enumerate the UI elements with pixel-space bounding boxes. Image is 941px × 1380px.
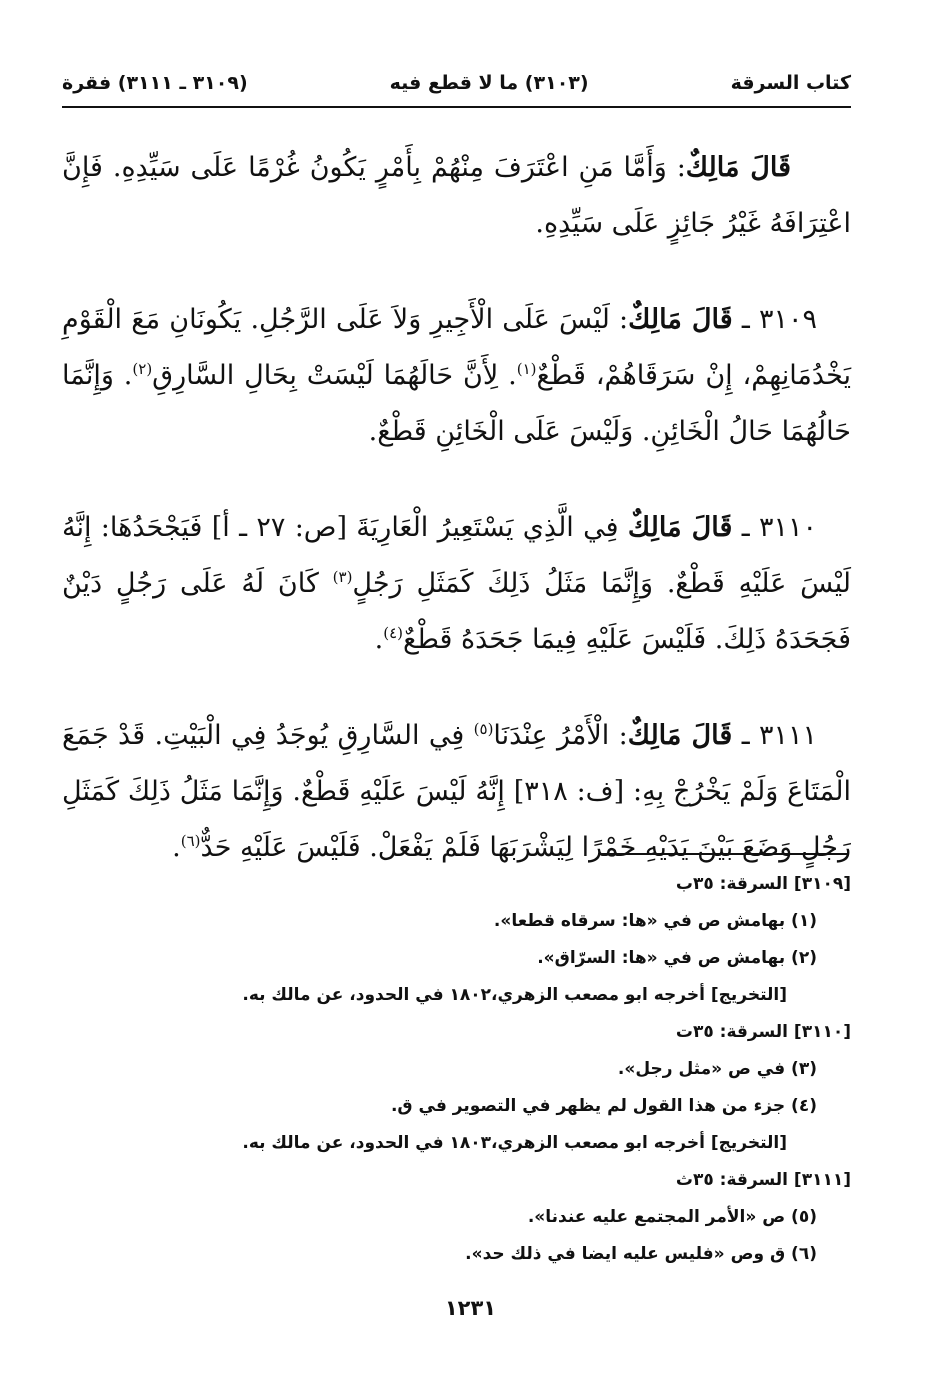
speaker: قَالَ مَالِكٌ	[628, 304, 733, 335]
footnote: (٢) بهامش ص في «ها: السرّاق».	[537, 948, 817, 968]
section-title: (٣١٠٣) ما لا قطع فيه	[389, 72, 589, 94]
takhrij-note: [التخريج] أخرجه ابو مصعب الزهري،١٨٠٢ في الحدود، عن مالك به.	[242, 985, 787, 1005]
takhrij-label: [التخريج]	[710, 985, 787, 1005]
page-number: ١٢٣١	[444, 1296, 497, 1320]
footnote-separator	[598, 853, 848, 855]
footnote-marker: (٤)	[383, 624, 403, 642]
footnote: (٦) ق وص «فليس عليه ايضا في ذلك حد».	[465, 1244, 817, 1264]
paragraph-text: : الْأَمْرُ عِنْدَنَا	[493, 720, 628, 751]
paragraph-text: فِي الَّذِي يَسْتَعِيرُ الْعَارِيَةَ [ص: ٢٧ ـ أ] فَيَجْحَدُهَا: إِنَّهُ لَيْسَ عَلَيْهِ قَطْعٌ. وَإِنَّمَا مَثَلُ ذَلِكَ كَمَثَلِ رَجُلٍ	[62, 512, 851, 599]
footnote-reference: [٣١٠٩] السرقة: ٣٥ب	[675, 874, 851, 894]
main-text	[62, 140, 851, 916]
paragraph-text: . لِأَنَّ حَالَهُمَا لَيْسَتْ بِحَالِ السَّارِقِ	[152, 360, 517, 391]
paragraph-text: فِي السَّارِقِ يُوجَدُ فِي الْبَيْتِ. قَدْ جَمَعَ الْمَتَاعَ وَلَمْ يَخْرُجْ بِهِ: [ف: ٣١٨] إِنَّهُ لَيْسَ عَلَيْهِ قَطْعٌ. وَإِنَّمَا مَثَلُ ذَلِكَ كَمَثَلِ رَجُلٍ وَضَعَ بَيْنَ يَدَيْهِ خَمْرًا لِيَشْرَبَهَا فَلَمْ يَفْعَلْ. فَلَيْسَ عَلَيْهِ حَدٌّ	[62, 720, 851, 863]
footnote-marker: (٦)	[180, 832, 201, 850]
speaker: قَالَ مَالِكٌ	[627, 720, 733, 751]
paragraph-3109	[62, 292, 851, 460]
footnote-reference: [٣١١١] السرقة: ٣٥ث	[675, 1170, 851, 1190]
paragraph-number: ٣١٠٩ ـ	[741, 304, 817, 335]
paragraph-text: : وَأَمَّا مَنِ اعْتَرَفَ مِنْهُمْ بِأَمْرٍ يَكُونُ غُرْمًا عَلَى سَيِّدِهِ. فَإِنَّ اعْتِرَافَهُ غَيْرُ جَائِزٍ عَلَى سَيِّدِهِ.	[62, 152, 851, 239]
footnote: (١) بهامش ص في «ها: سرقاه قطعا».	[493, 911, 817, 931]
footnote-marker: (٣)	[332, 568, 353, 586]
footnote-marker: (٢)	[132, 360, 153, 378]
paragraph-range: (٣١٠٩ ـ ٣١١١) فقرة	[62, 72, 248, 94]
speaker: قَالَ مَالِكٌ	[685, 152, 791, 183]
paragraph-number: ٣١١١ ـ	[741, 720, 817, 751]
paragraph-3110	[62, 500, 851, 668]
footnote: (٣) في ص «مثل رجل».	[617, 1059, 817, 1079]
paragraph-text: . وَإِنَّمَا حَالُهُمَا حَالُ الْخَائِنِ. وَلَيْسَ عَلَى الْخَائِنِ قَطْعٌ.	[62, 360, 851, 447]
paragraph-text: .	[172, 832, 181, 863]
footnote-reference: [٣١١٠] السرقة: ٣٥ت	[675, 1022, 851, 1042]
book-title: كتاب السرقة	[730, 72, 851, 94]
paragraph-text: كَانَ لَهُ عَلَى رَجُلٍ دَيْنٌ فَجَحَدَهُ ذَلِكَ. فَلَيْسَ عَلَيْهِ فِيمَا جَحَدَهُ قَطْعٌ	[62, 568, 851, 655]
footnote-marker: (٥)	[473, 720, 494, 738]
takhrij-label: [التخريج]	[710, 1133, 787, 1153]
running-header	[62, 64, 851, 102]
paragraph	[62, 140, 851, 252]
paragraph-text: .	[374, 624, 384, 655]
takhrij-note: [التخريج] أخرجه ابو مصعب الزهري،١٨٠٣ في الحدود، عن مالك به.	[242, 1133, 787, 1153]
footnote: (٤) جزء من هذا القول لم يظهر في التصوير في ق.	[390, 1096, 817, 1116]
paragraph-text: : لَيْسَ عَلَى الْأَجِيرِ وَلاَ عَلَى الرَّجُلِ. يَكُونَانِ مَعَ الْقَوْمِ يَخْدُمَانِهِمْ، إِنْ سَرَقَاهُمْ، قَطْعٌ	[62, 304, 852, 391]
paragraph-number: ٣١١٠ ـ	[741, 512, 817, 543]
footnotes	[62, 866, 851, 1273]
paragraph-3111	[62, 708, 851, 876]
header-rule	[62, 106, 851, 108]
footnote: (٥) ص «الأمر المجتمع عليه عندنا».	[527, 1207, 817, 1227]
speaker: قَالَ مَالِكٌ	[627, 512, 733, 543]
footnote-marker: (١)	[516, 360, 537, 378]
